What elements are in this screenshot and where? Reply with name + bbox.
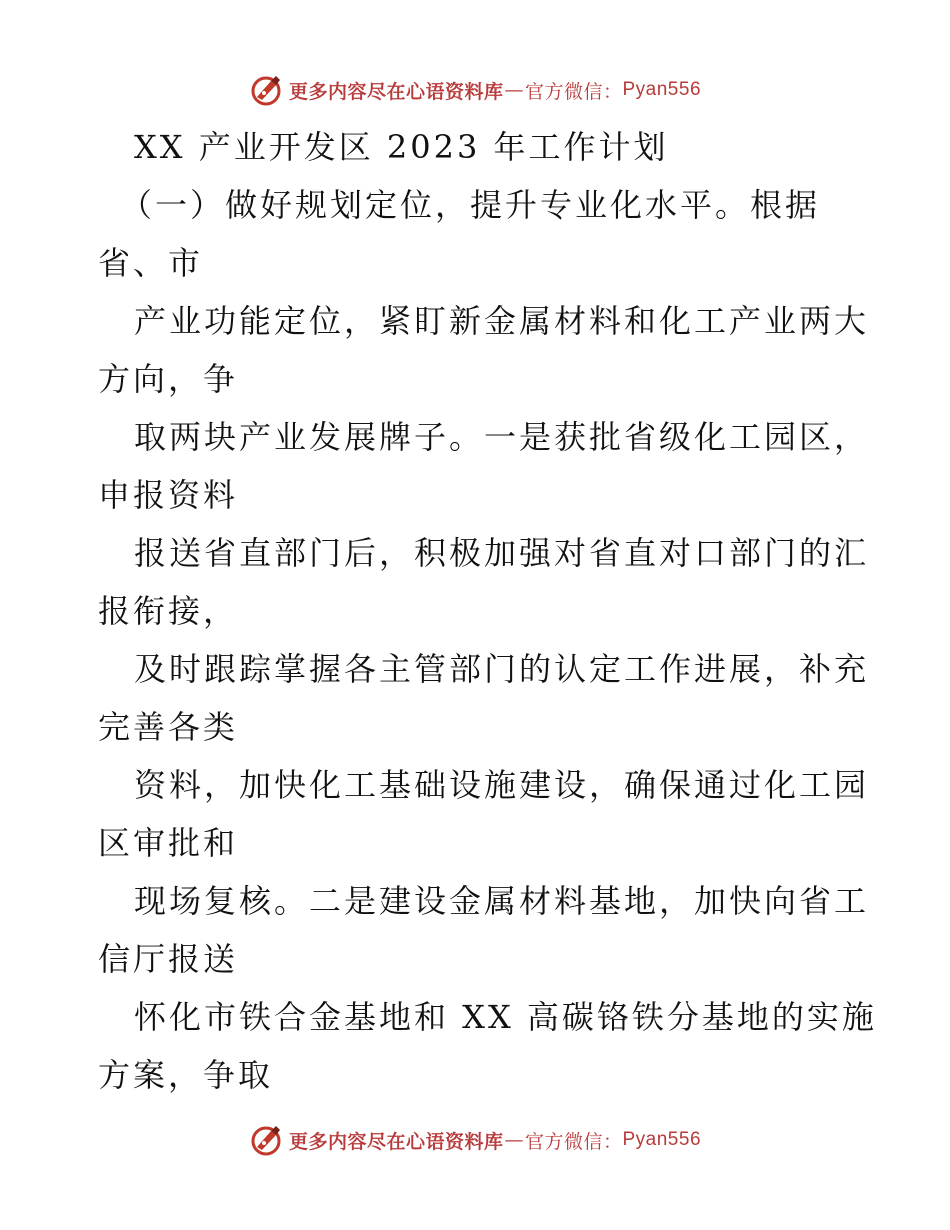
text-line: 取两块产业发展牌子。一是获批省级化工园区， <box>134 418 870 456</box>
text-line: 报送省直部门后，积极加强对省直对口部门的汇 <box>134 534 870 572</box>
text-line: 申报资料 <box>98 476 239 514</box>
text-line: （一）做好规划定位，提升专业化水平。根据 <box>120 186 821 224</box>
text-line: 资料，加快化工基础设施建设，确保通过化工园 <box>134 766 870 804</box>
text-line: 区审批和 <box>98 824 239 862</box>
text-line: 信厅报送 <box>98 940 239 978</box>
banner-separator: — <box>504 1129 524 1151</box>
banner-text: 更多内容尽在心语资料库 <box>288 80 504 103</box>
text-line: 报衔接， <box>98 592 239 630</box>
text-line: 产业功能定位，紧盯新金属材料和化工产业两大 <box>134 302 870 340</box>
text-line: 现场复核。二是建设金属材料基地，加快向省工 <box>134 882 870 920</box>
text-line: 方案，争取 <box>98 1056 274 1094</box>
pen-nib-logo-icon <box>249 1123 283 1157</box>
text-line: 完善各类 <box>98 708 239 746</box>
banner-contact-label: 官方微信： <box>524 80 623 103</box>
banner-text: 更多内容尽在心语资料库 <box>288 1130 504 1153</box>
banner-contact-id: Pyan556 <box>622 1129 702 1150</box>
document-title: XX 产业开发区 2023 年工作计划 <box>134 128 669 166</box>
banner-contact-id: Pyan556 <box>622 79 702 100</box>
text-line: 方向，争 <box>98 360 239 398</box>
footer-banner <box>0 1120 950 1160</box>
banner-contact-label: 官方微信： <box>524 1130 623 1153</box>
text-line: 及时跟踪掌握各主管部门的认定工作进展，补充 <box>134 650 870 688</box>
text-line: 怀化市铁合金基地和 XX 高碳铬铁分基地的实施 <box>134 998 877 1036</box>
banner-separator: — <box>504 79 524 101</box>
text-line: 省、市 <box>98 244 204 282</box>
